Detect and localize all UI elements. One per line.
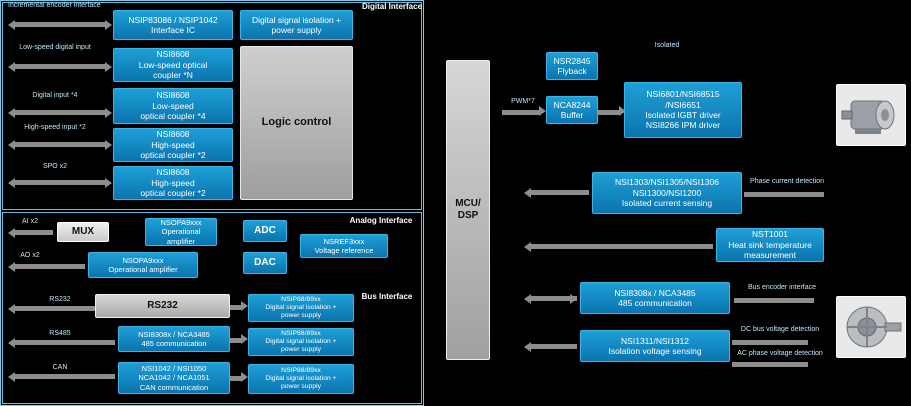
block-line: DAC (254, 256, 276, 268)
label-spo-x2: SPO x2 (42, 163, 68, 170)
block-rs232[interactable] (95, 294, 230, 318)
block-line: Buffer (560, 110, 584, 120)
arrow-head-hsi-r (105, 140, 112, 150)
block-mux[interactable] (57, 222, 109, 242)
label-bus-interface: Bus Interface (361, 292, 413, 301)
block-line: measurement (744, 250, 796, 261)
block-line: NSI8608 (156, 129, 190, 140)
arrow-head-temp (524, 242, 531, 252)
block-can-communication[interactable] (118, 362, 230, 394)
block-line: NSI8608 (156, 49, 190, 60)
block-line: Flyback (557, 66, 587, 76)
block-line: NSI6801/NSI68515 (646, 89, 720, 100)
block-line: power supply (271, 25, 322, 35)
block-digital-signal-isolation-power-supply-top[interactable] (240, 10, 353, 40)
label-can: CAN (52, 364, 68, 371)
arrow-head-hsi (8, 140, 15, 150)
arrow-head-current-sense (524, 188, 531, 198)
arrow-voltage-sense (531, 344, 577, 349)
block-line: NSIP88/89xx (281, 366, 321, 374)
arrow-head-rs232-iso (241, 301, 248, 311)
block-line: NCA1042 / NCA1051 (138, 373, 210, 383)
block-line: RS232 (147, 299, 178, 311)
arrow-head-di4 (8, 108, 15, 118)
block-nsip88-89xx-isolation-2[interactable] (248, 328, 354, 356)
block-adc[interactable] (243, 220, 287, 242)
block-line: NSI8608 (156, 167, 190, 178)
block-line: Isolated current sensing (621, 198, 713, 209)
arrow-encoder (15, 22, 105, 27)
label-low-speed-digital-input: Low-speed digital input (19, 44, 91, 51)
block-line: Isolated IGBT driver (645, 110, 721, 120)
block-line: Digital signal isolation + (251, 14, 342, 25)
label-bus-encoder-interface: Bus encoder interface (747, 284, 817, 291)
arrow-head-lowspeed-r (105, 62, 112, 72)
arrow-bus-encoder (734, 298, 814, 303)
block-line: Digital signal isolation + (265, 337, 337, 345)
block-line: NSI8608 (156, 90, 190, 101)
block-line: NSREF3xxx (323, 236, 365, 246)
block-nsr2845-flyback[interactable] (546, 52, 598, 80)
arrow-head-spo-r (105, 178, 112, 188)
label-pwm7: PWM*7 (511, 98, 535, 105)
block-nsi1311-nsi1312-isolation-voltage-sensing[interactable] (580, 330, 730, 362)
arrow-head-di4-r (105, 108, 112, 118)
block-line: Operational amplifier (108, 265, 178, 274)
arrow-head-lowspeed (8, 62, 15, 72)
label-ao-x2: AO x2 (20, 252, 40, 259)
block-line: NSOPA9xxx (122, 255, 164, 265)
arrow-head-485r (524, 294, 531, 304)
label-digital-input-4: Digital input *4 (32, 92, 78, 99)
block-nsip88-89xx-isolation-3[interactable] (248, 364, 354, 394)
label-phase-current-detection: Phase current detection (750, 178, 824, 185)
block-line: NSI8308x / NCA3485 (138, 329, 210, 339)
arrow-head-encoder (8, 20, 15, 30)
block-line: NSI8266 IPM driver (645, 120, 721, 131)
block-line: Voltage reference (314, 246, 374, 255)
label-isolated: Isolated (654, 42, 680, 49)
arrow-head-encoder-r (105, 20, 112, 30)
block-line: NSR2845 (553, 55, 591, 66)
arrow-head-voltage-sense (524, 342, 531, 352)
label-dc-bus-voltage-detection: DC bus voltage detection (740, 326, 820, 333)
block-dac[interactable] (243, 252, 287, 274)
arrow-buffer-driver (598, 110, 620, 115)
block-line: amplifier (166, 236, 196, 246)
label-digital-interface: Digital Interface (362, 2, 423, 11)
block-line: NSIP88/89xx (281, 329, 321, 337)
arrow-head-rs232 (8, 304, 15, 314)
block-nsi8308x-nca3485-485-left[interactable] (118, 326, 230, 352)
block-nsopa9xxx-opamp-dac[interactable] (88, 252, 198, 278)
arrow-head-mcu-buffer (539, 106, 546, 116)
block-nsip83086-interface-ic[interactable] (113, 10, 233, 40)
block-line: High-speed (151, 139, 195, 150)
block-line: MCU/ (455, 197, 481, 209)
arrow-temp (531, 244, 713, 249)
block-line: /NSI6651 (665, 99, 701, 110)
block-nsip88-89xx-isolation-1[interactable] (248, 294, 354, 322)
block-line: coupler *N (153, 70, 193, 81)
block-line: CAN communication (139, 382, 209, 392)
block-line: NST1001 (752, 229, 788, 240)
block-line: ADC (254, 224, 276, 236)
arrow-mcu-buffer (502, 110, 540, 115)
block-nsref3xxx-voltage-reference[interactable] (300, 234, 388, 258)
block-line: DSP (457, 210, 479, 221)
block-line: Interface IC (151, 25, 195, 35)
label-rs232: RS232 (49, 296, 71, 303)
label-rs485: RS485 (49, 330, 71, 337)
block-line: Digital signal isolation + (265, 303, 337, 311)
label-incremental-encoder-interface: Incremental encoder interface (8, 2, 101, 9)
block-line: NSIP83086 / NSIP1042 (128, 14, 218, 25)
block-line: 485 communication (618, 298, 692, 308)
block-line: Low-speed (152, 100, 194, 111)
label-ai-x2: AI x2 (22, 218, 38, 225)
arrow-head-can-iso (241, 372, 248, 382)
block-nsi8308x-nca3485-485-right[interactable] (580, 282, 730, 314)
arrow-head-can (8, 372, 15, 382)
motor-image-bottom (836, 296, 906, 358)
arrow-can (15, 374, 115, 379)
arrow-ai (15, 230, 53, 235)
arrow-spo (15, 180, 105, 185)
arrow-rs232 (15, 306, 95, 311)
block-line: Low-speed optical (138, 59, 208, 70)
block-nsi8608-lowspeed-4[interactable] (113, 88, 233, 124)
block-line: power supply (280, 346, 322, 354)
arrow-ac-phase (732, 362, 808, 367)
label-ac-phase-voltage-detection: AC phase voltage detection (737, 350, 823, 357)
block-line: Heat sink temperature (728, 239, 812, 250)
arrow-head-ao (8, 262, 15, 272)
block-nsi8608-lowspeed-n[interactable] (113, 48, 233, 82)
block-isolated-current-sensing[interactable] (592, 172, 742, 214)
block-line: power supply (280, 383, 322, 391)
block-line: NSIP88/89xx (281, 295, 321, 303)
block-nsi8608-highspeed-2b[interactable] (113, 166, 233, 200)
arrow-hsi (15, 142, 105, 147)
block-logic-control[interactable] (240, 46, 353, 200)
block-line: optical coupler *2 (140, 150, 206, 161)
block-line: NSI1311/NSI1312 (621, 335, 689, 346)
arrow-dc-bus (732, 340, 808, 345)
block-line: NSOPA9xxx (160, 218, 202, 228)
block-line: NCA8244 (553, 99, 591, 110)
arrow-di4 (15, 110, 105, 115)
block-line: NSI1300/NSI1200 (632, 187, 702, 198)
block-line: power supply (280, 312, 322, 320)
arrow-head-rs485 (8, 338, 15, 348)
label-high-speed-input-2: High-speed input *2 (24, 124, 86, 131)
arrow-head-485-iso (241, 334, 248, 344)
arrow-phase-current (744, 192, 824, 197)
block-line: High-speed (151, 177, 195, 188)
arrow-ao (15, 264, 85, 269)
block-line: Digital signal isolation + (265, 374, 337, 382)
block-line: Isolation voltage sensing (608, 346, 702, 356)
block-mcu-dsp[interactable] (446, 60, 490, 360)
block-line: Operational (161, 227, 201, 237)
block-line: optical coupler *2 (140, 188, 206, 199)
block-isolated-igbt-ipm-driver[interactable] (624, 82, 742, 138)
block-nca8244-buffer[interactable] (546, 96, 598, 124)
block-line: optical coupler *4 (140, 111, 206, 122)
arrow-head-spo (8, 178, 15, 188)
arrow-head-485r2 (570, 294, 577, 304)
block-line: 485 communication (141, 339, 207, 348)
arrow-rs485 (15, 340, 115, 345)
motor-image-top (836, 84, 906, 146)
arrow-head-ai (8, 228, 15, 238)
block-nst1001-heat-sink-temperature[interactable] (716, 228, 824, 262)
block-line: Logic control (261, 116, 332, 129)
block-line: NSI1303/NSI1305/NSI1306 (615, 177, 719, 188)
arrow-current-sense (531, 190, 589, 195)
block-line: NSI8308x / NCA3485 (614, 287, 696, 298)
block-line: NSI1042 / NSI1050 (141, 364, 207, 374)
block-line: MUX (71, 225, 95, 237)
block-nsopa9xxx-opamp-adc[interactable] (145, 218, 217, 246)
arrow-lowspeed (15, 64, 105, 69)
block-nsi8608-highspeed-2a[interactable] (113, 128, 233, 162)
label-analog-interface: Analog Interface (349, 216, 413, 225)
